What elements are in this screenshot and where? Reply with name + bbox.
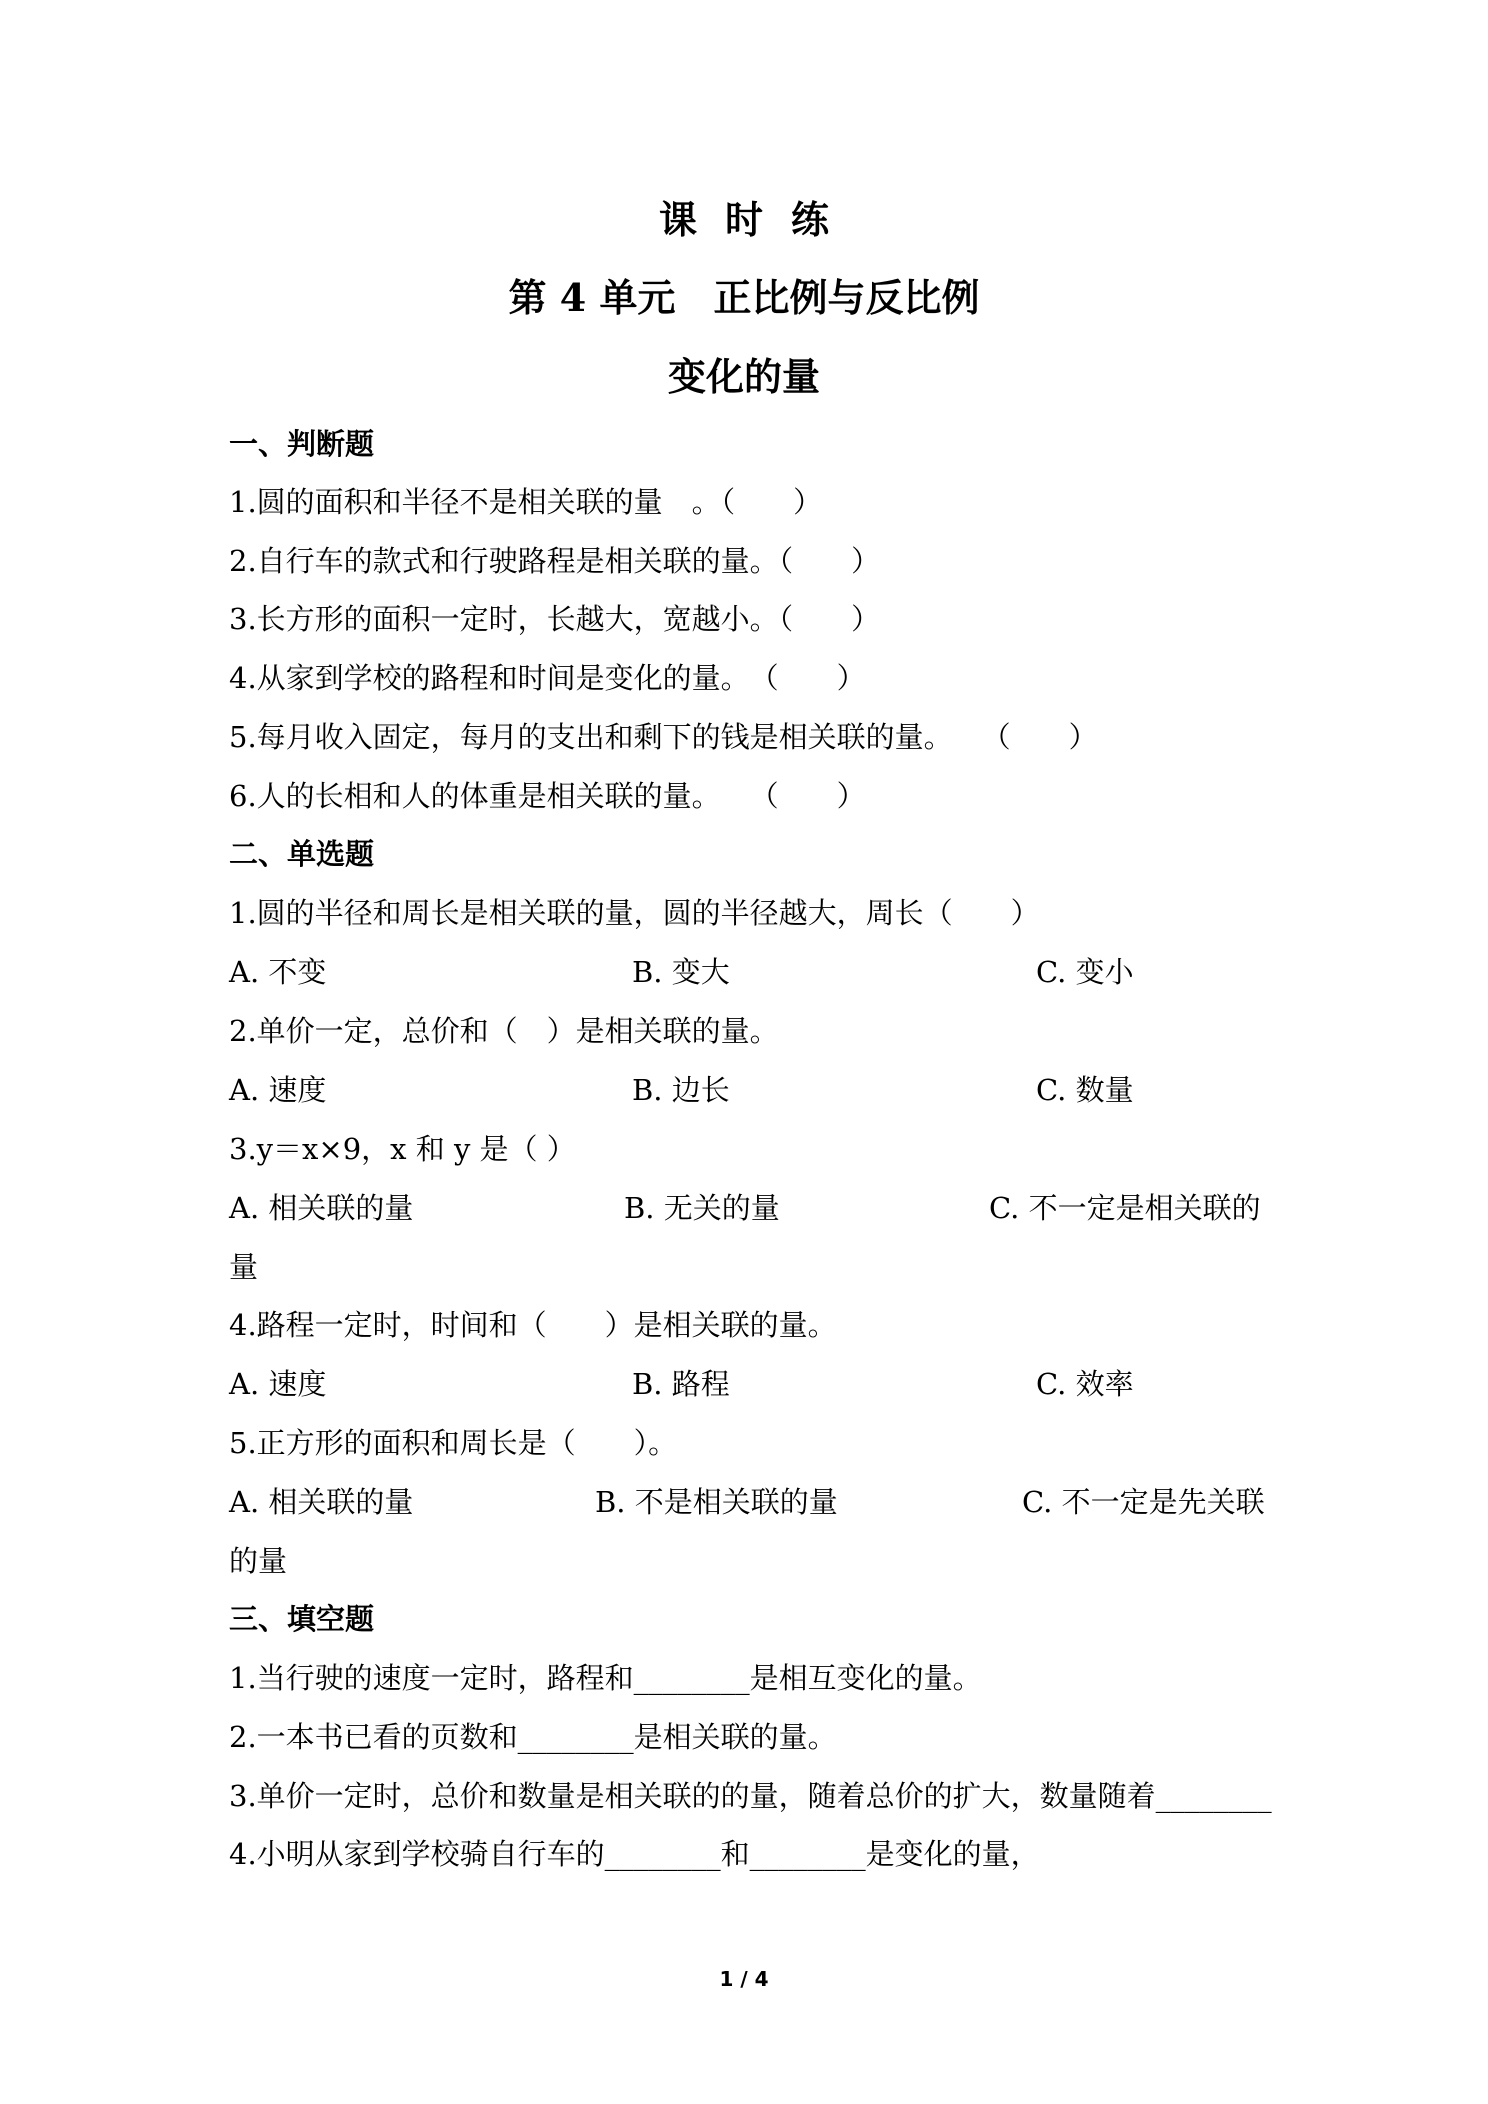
option-a: A. 不变 — [229, 955, 327, 989]
section-heading-fill-blank: 三、填空题 — [229, 1602, 375, 1636]
option-a: A. 速度 — [229, 1073, 327, 1107]
judgement-item: 2.自行车的款式和行驶路程是相关联的量。（ ） — [229, 544, 881, 578]
fill-blank-item: 2.一本书已看的页数和________是相关联的量。 — [229, 1720, 837, 1754]
option-b: B. 不是相关联的量 — [595, 1485, 838, 1519]
judgement-item: 6.人的长相和人的体重是相关联的量。 （ ） — [229, 779, 866, 813]
option-b: B. 边长 — [632, 1073, 730, 1107]
option-a: A. 相关联的量 — [229, 1485, 414, 1519]
document-title: 课时练 — [658, 197, 857, 242]
option-c: C. 变小 — [1036, 955, 1134, 989]
option-b: B. 变大 — [632, 955, 730, 989]
lesson-title: 变化的量 — [667, 354, 820, 399]
section-heading-judgement: 一、判断题 — [229, 427, 375, 461]
question-stem: 5.正方形的面积和周长是（ ）。 — [229, 1426, 678, 1460]
judgement-item: 5.每月收入固定，每月的支出和剩下的钱是相关联的量。 （ ） — [229, 720, 1098, 754]
option-b: B. 路程 — [632, 1367, 730, 1401]
option-c: C. 数量 — [1036, 1073, 1134, 1107]
option-c: C. 不一定是相关联的 — [989, 1191, 1261, 1225]
option-a: A. 相关联的量 — [229, 1191, 414, 1225]
option-continuation: 量 — [229, 1250, 259, 1284]
option-continuation: 的量 — [229, 1544, 288, 1578]
fill-blank-item: 4.小明从家到学校骑自行车的________和________是变化的量， — [229, 1837, 1040, 1871]
judgement-item: 3.长方形的面积一定时，长越大，宽越小。（ ） — [229, 602, 881, 636]
option-c: C. 效率 — [1036, 1367, 1134, 1401]
option-a: A. 速度 — [229, 1367, 327, 1401]
question-stem: 3.y＝x×9，x 和 y 是（ ） — [229, 1132, 576, 1166]
section-heading-single-choice: 二、单选题 — [229, 837, 375, 871]
judgement-item: 4.从家到学校的路程和时间是变化的量。 （ ） — [229, 661, 866, 695]
judgement-item: 1.圆的面积和半径不是相关联的量 。（ ） — [229, 485, 823, 519]
fill-blank-item: 1.当行驶的速度一定时，路程和________是相互变化的量。 — [229, 1661, 982, 1695]
fill-blank-item: 3.单价一定时，总价和数量是相关联的的量，随着总价的扩大，数量随着________ — [229, 1779, 1272, 1813]
question-stem: 1.圆的半径和周长是相关联的量，圆的半径越大，周长（ ） — [229, 896, 1040, 930]
question-stem: 2.单价一定，总价和（ ）是相关联的量。 — [229, 1014, 779, 1048]
unit-title: 第 4 单元 正比例与反比例 — [508, 275, 980, 320]
page-number: 1 / 4 — [719, 1967, 769, 1991]
option-b: B. 无关的量 — [624, 1191, 780, 1225]
option-c: C. 不一定是先关联 — [1022, 1485, 1265, 1519]
question-stem: 4.路程一定时，时间和（ ）是相关联的量。 — [229, 1308, 837, 1342]
